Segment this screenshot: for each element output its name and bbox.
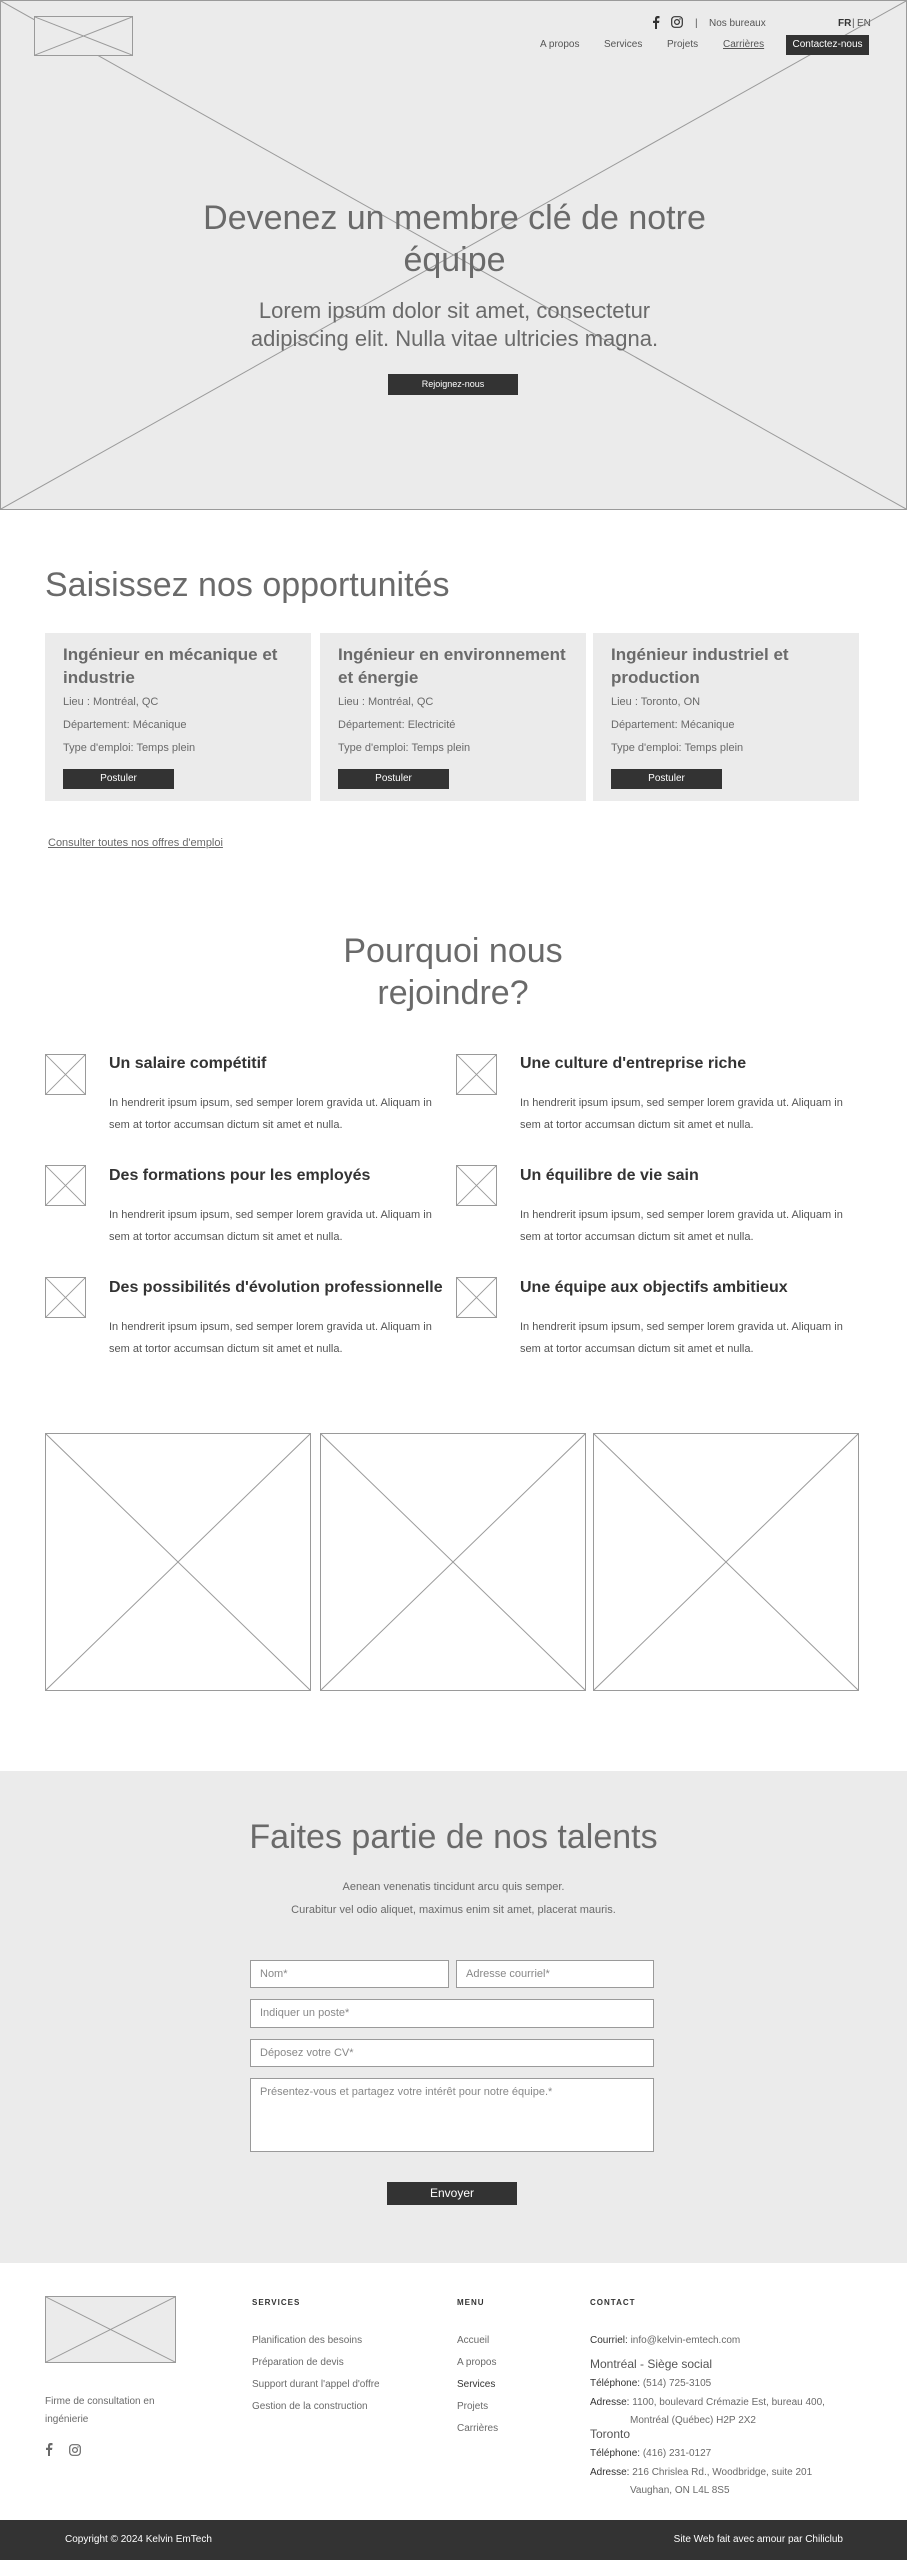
contact-button[interactable]: Contactez-nous — [786, 35, 869, 55]
phone-label: Téléphone: — [590, 2448, 641, 2459]
footer-menu-link[interactable]: Projets — [457, 2401, 489, 2412]
topbar-divider: | — [695, 18, 698, 29]
benefit-icon — [45, 1277, 86, 1318]
montreal-address-row — [590, 2397, 825, 2408]
copyright: Copyright © 2024 Kelvin EmTech — [65, 2534, 212, 2545]
job-department: Département: Mécanique — [63, 719, 187, 731]
job-department: Département: Electricité — [338, 719, 456, 731]
benefit-title: Une équipe aux objectifs ambitieux — [520, 1279, 788, 1296]
footer-tagline: Firme de consultation en ingénierie — [45, 2396, 155, 2425]
benefit-text: In hendrerit ipsum ipsum, sed semper lorem gravida ut. Aliquam in sem at tortor accumsan dictum sit amet et nulla. — [520, 1097, 843, 1131]
job-department: Département: Mécanique — [611, 719, 735, 731]
email-input[interactable]: Adresse courriel* — [456, 1960, 654, 1988]
position-input[interactable]: Indiquer un poste* — [250, 1999, 654, 2028]
opportunities-title: Saisissez nos opportunités — [45, 566, 450, 604]
job-title: Ingénieur en environnement et énergie — [338, 645, 566, 687]
job-location: Lieu : Montréal, QC — [63, 696, 159, 708]
address-label: Adresse: — [590, 2467, 630, 2478]
hero-title: Devenez un membre clé de notre équipe — [203, 199, 706, 279]
lang-separator: | — [852, 18, 855, 29]
benefit-icon — [456, 1165, 497, 1206]
footer-menu-link[interactable]: Carrières — [457, 2423, 499, 2434]
footer-contact-title: CONTACT — [590, 2298, 636, 2307]
address-label: Adresse: — [590, 2397, 630, 2408]
job-location: Lieu : Montréal, QC — [338, 696, 434, 708]
job-type: Type d'emploi: Temps plein — [611, 742, 744, 754]
job-title: Ingénieur en mécanique et industrie — [63, 645, 278, 687]
hero-subtitle: Lorem ipsum dolor sit amet, consectetur adipiscing elit. Nulla vitae ultricies magna. — [250, 298, 659, 351]
footer-menu-link[interactable]: Accueil — [457, 2335, 490, 2346]
footer-menu-link[interactable]: Services — [457, 2379, 496, 2390]
why-title: Pourquoi nous rejoindre? — [343, 932, 563, 1012]
montreal-phone[interactable]: (514) 725-3105 — [642, 2378, 712, 2389]
montreal-address-2: Montréal (Québec) H2P 2X2 — [630, 2415, 756, 2426]
talents-text-1: Aenean venenatis tincidunt arcu quis semper. — [342, 1881, 565, 1893]
footer-service-link[interactable]: Préparation de devis — [252, 2357, 344, 2368]
all-offers-link[interactable]: Consulter toutes nos offres d'emploi — [48, 837, 223, 849]
apply-button[interactable]: Postuler — [338, 769, 449, 789]
instagram-icon[interactable] — [671, 16, 683, 31]
job-title: Ingénieur industriel et production — [611, 645, 789, 687]
lang-en[interactable]: EN — [857, 18, 871, 29]
footer-menu-link[interactable]: A propos — [457, 2357, 497, 2368]
benefit-text: In hendrerit ipsum ipsum, sed semper lorem gravida ut. Aliquam in sem at tortor accumsan dictum sit amet et nulla. — [520, 1209, 843, 1243]
toronto-address-1: 216 Chrislea Rd., Woodbridge, suite 201 — [632, 2467, 813, 2478]
talents-title: Faites partie de nos talents — [249, 1818, 658, 1856]
apply-button[interactable]: Postuler — [63, 769, 174, 789]
footer-instagram-icon[interactable] — [69, 2443, 81, 2461]
nav-item-apropos[interactable]: A propos — [540, 39, 580, 50]
toronto-address-2: Vaughan, ON L4L 8S5 — [630, 2485, 730, 2496]
email-label: Courriel: — [590, 2335, 628, 2346]
hero-section — [0, 0, 907, 510]
job-card — [320, 633, 586, 801]
benefit-text: In hendrerit ipsum ipsum, sed semper lorem gravida ut. Aliquam in sem at tortor accumsan dictum sit amet et nulla. — [109, 1209, 432, 1243]
footer-service-link[interactable]: Planification des besoins — [252, 2335, 363, 2346]
footer-facebook-icon[interactable] — [45, 2443, 53, 2461]
apply-button[interactable]: Postuler — [611, 769, 722, 789]
job-location: Lieu : Toronto, ON — [611, 696, 701, 708]
nav-item-carrieres[interactable]: Carrières — [723, 39, 765, 50]
gallery-image-placeholder — [320, 1433, 586, 1691]
offices-link[interactable]: Nos bureaux — [709, 18, 766, 29]
lang-fr[interactable]: FR — [838, 18, 852, 29]
benefit-icon — [45, 1165, 86, 1206]
footer-logo[interactable] — [45, 2296, 176, 2363]
footer-menu-title: MENU — [457, 2298, 485, 2307]
montreal-title: Montréal - Siège social — [590, 2357, 713, 2371]
montreal-address-1: 1100, boulevard Crémazie Est, bureau 400, — [632, 2397, 825, 2408]
job-type: Type d'emploi: Temps plein — [338, 742, 471, 754]
logo[interactable] — [34, 16, 133, 56]
gallery-image-placeholder — [593, 1433, 859, 1691]
name-input[interactable]: Nom* — [250, 1960, 449, 1988]
benefit-icon — [45, 1054, 86, 1095]
benefit-icon — [456, 1277, 497, 1318]
message-textarea[interactable]: Présentez-vous et partagez votre intérêt pour notre équipe.* — [250, 2078, 654, 2152]
toronto-phone-row — [590, 2448, 711, 2459]
send-button[interactable]: Envoyer — [387, 2182, 517, 2205]
montreal-phone-row — [590, 2378, 711, 2389]
benefit-title: Des formations pour les employés — [109, 1167, 371, 1184]
footer-service-link[interactable]: Gestion de la construction — [252, 2401, 368, 2412]
phone-label: Téléphone: — [590, 2378, 641, 2389]
benefit-title: Des possibilités d'évolution professionnelle — [109, 1279, 443, 1296]
toronto-phone[interactable]: (416) 231-0127 — [642, 2448, 712, 2459]
footer-services-title: SERVICES — [252, 2298, 301, 2307]
footer-email-link[interactable]: info@kelvin-emtech.com — [630, 2335, 741, 2346]
benefit-icon — [456, 1054, 497, 1095]
toronto-address-row — [590, 2467, 812, 2478]
facebook-icon[interactable] — [652, 16, 660, 32]
nav-item-projets[interactable]: Projets — [667, 39, 699, 50]
gallery-image-placeholder — [45, 1433, 311, 1691]
footer-email-row — [590, 2335, 740, 2346]
benefit-text: In hendrerit ipsum ipsum, sed semper lorem gravida ut. Aliquam in sem at tortor accumsan dictum sit amet et nulla. — [520, 1321, 843, 1355]
nav-item-services[interactable]: Services — [604, 39, 643, 50]
cv-upload-input[interactable]: Déposez votre CV* — [250, 2039, 654, 2067]
benefit-title: Une culture d'entreprise riche — [520, 1055, 747, 1072]
footer-bottom-bar — [0, 2520, 907, 2560]
job-type: Type d'emploi: Temps plein — [63, 742, 196, 754]
job-card — [593, 633, 859, 801]
toronto-title: Toronto — [590, 2427, 631, 2441]
talents-section — [0, 1771, 907, 2263]
join-us-button[interactable]: Rejoignez-nous — [388, 374, 518, 395]
benefit-text: In hendrerit ipsum ipsum, sed semper lorem gravida ut. Aliquam in sem at tortor accumsan dictum sit amet et nulla. — [109, 1321, 432, 1355]
job-card — [45, 633, 311, 801]
benefit-title: Un équilibre de vie sain — [520, 1167, 699, 1184]
benefit-text: In hendrerit ipsum ipsum, sed semper lorem gravida ut. Aliquam in sem at tortor accumsan dictum sit amet et nulla. — [109, 1097, 432, 1131]
talents-text-2: Curabitur vel odio aliquet, maximus enim sit amet, placerat mauris. — [291, 1904, 616, 1916]
benefit-title: Un salaire compétitif — [109, 1055, 267, 1072]
credit-link[interactable]: Site Web fait avec amour par Chiliclub — [673, 2534, 843, 2545]
footer-service-link[interactable]: Support durant l'appel d'offre — [252, 2379, 380, 2390]
